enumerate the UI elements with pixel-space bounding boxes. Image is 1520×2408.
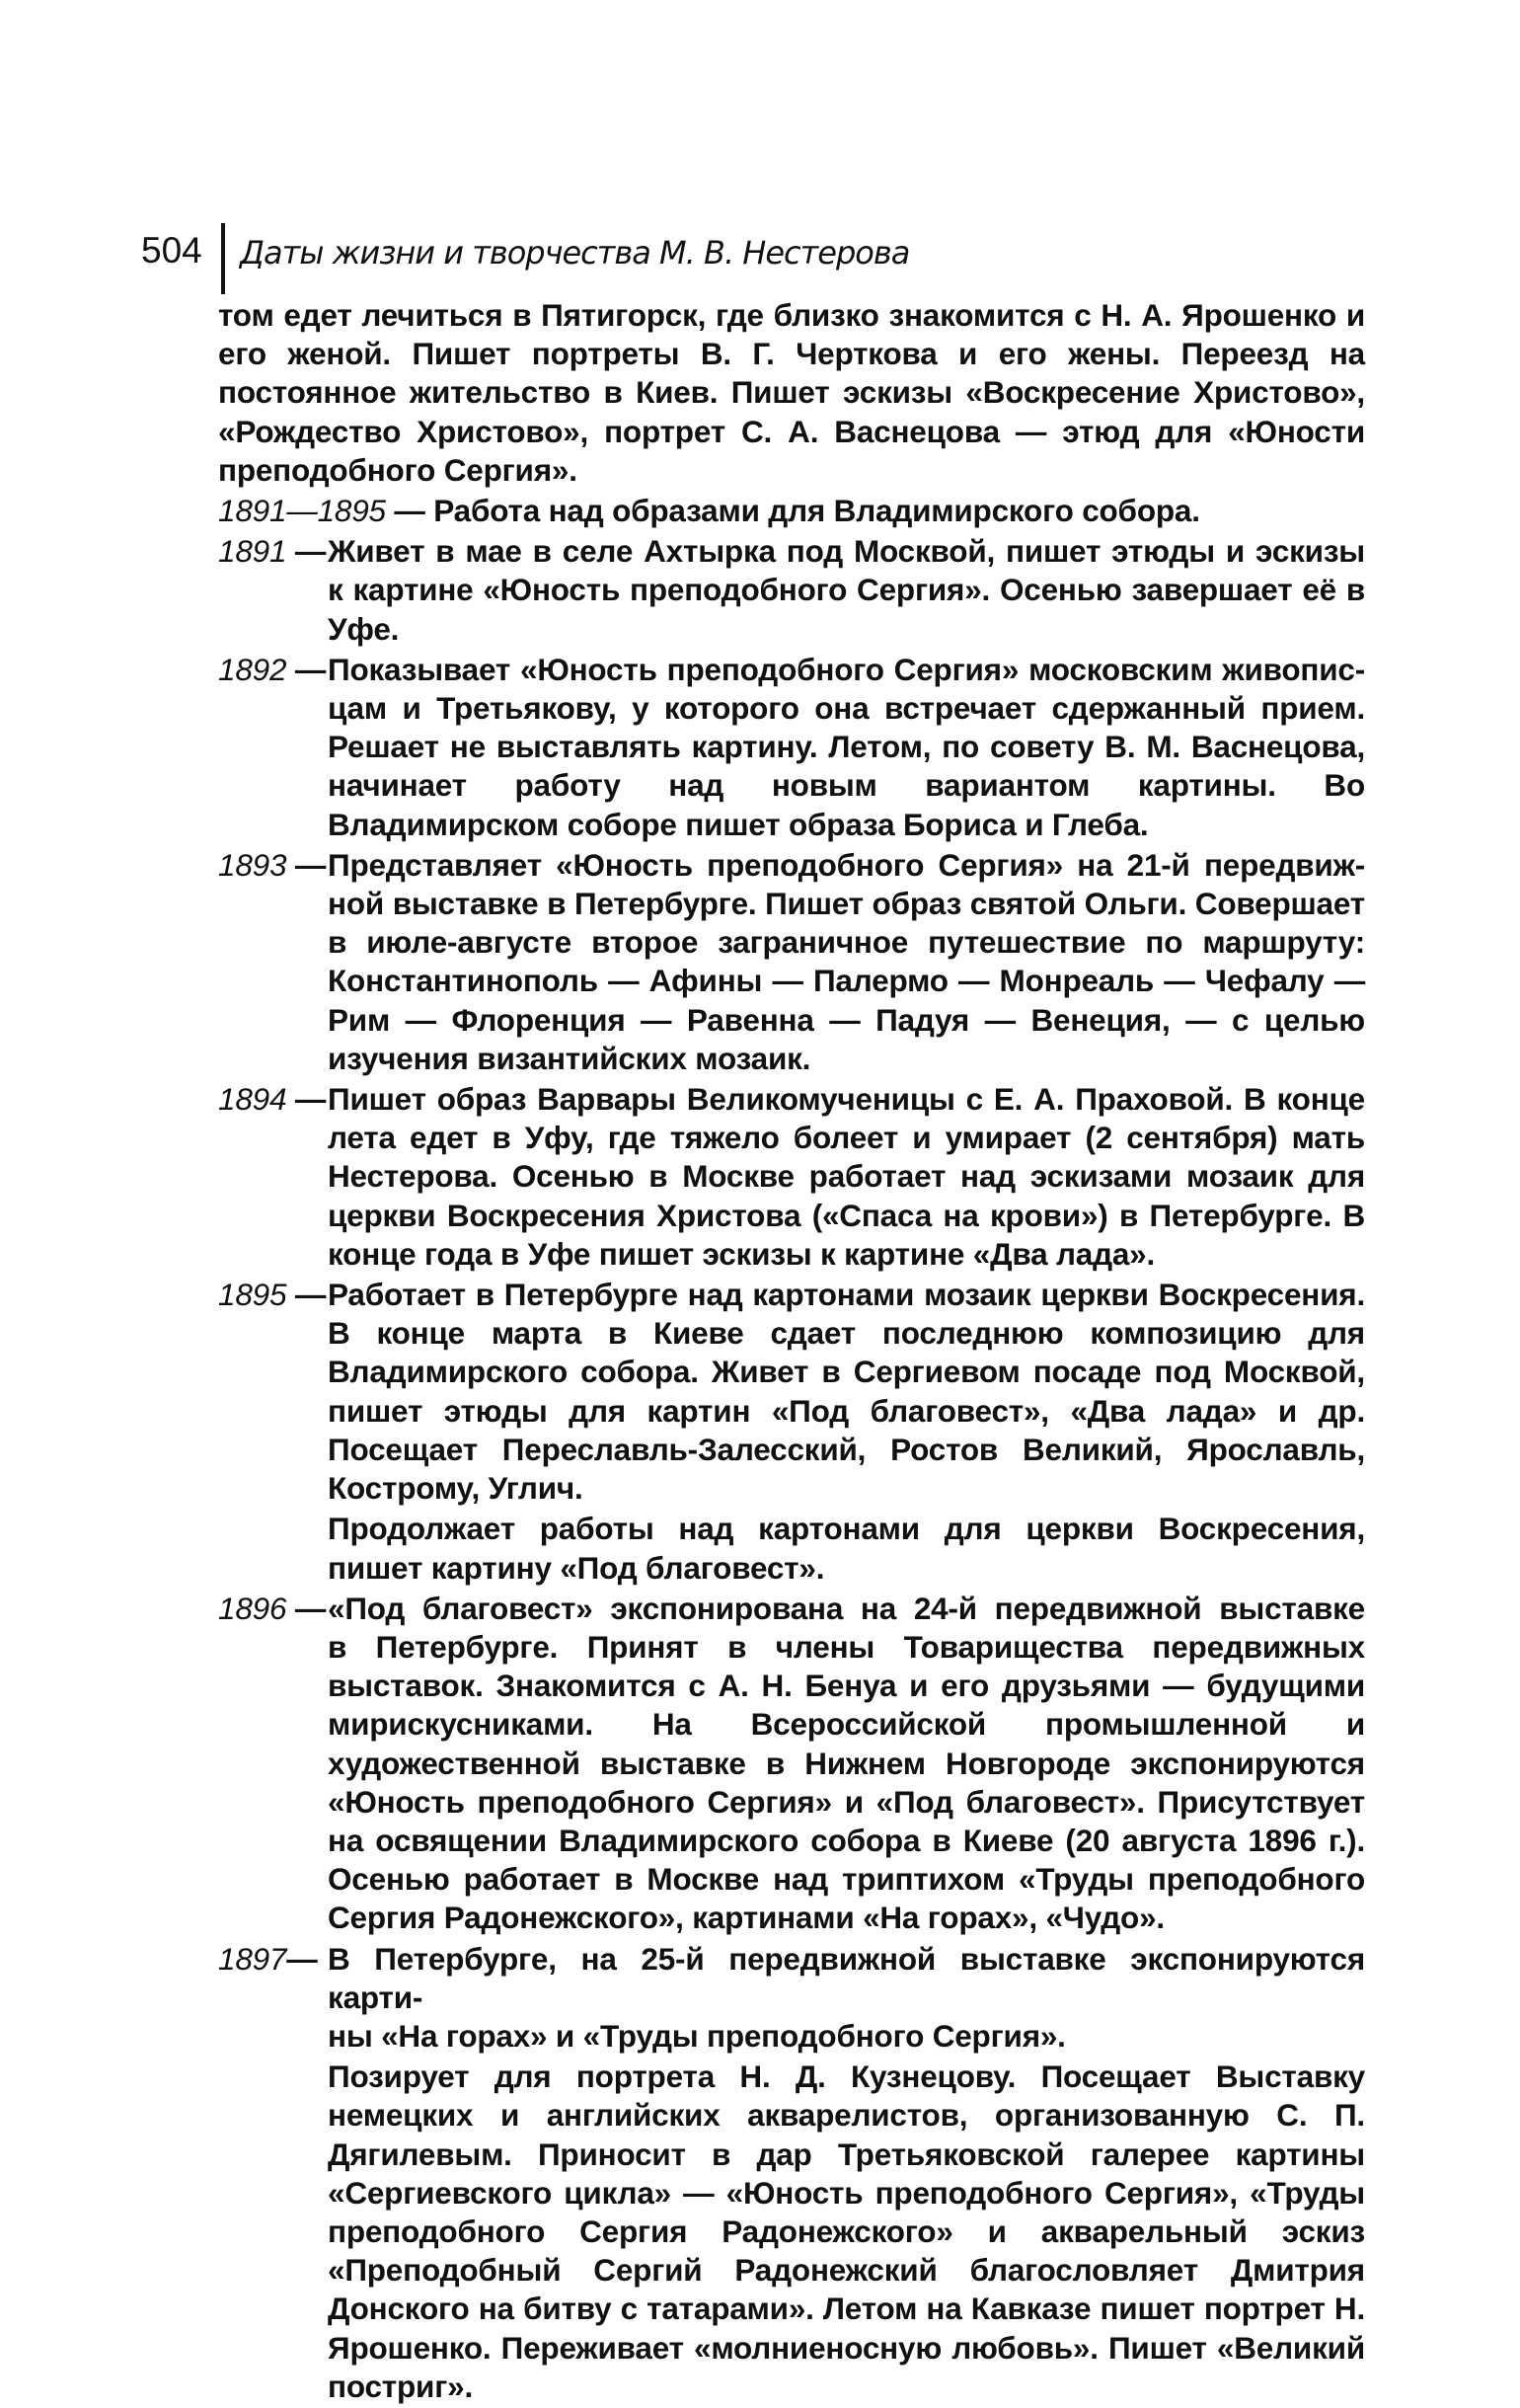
page-number: 504 [141,230,202,271]
entry-label [218,1080,326,1119]
entry-dash: — [286,1590,327,1626]
entry-continuation: Позирует для портрета Н. Д. Кузнецову. Посещает Выставку немецких и английских акварелистов, организованную С. П. Дягилевым. Приносит в дар Третьяковской галерее картины «Сергиевского цикла» — «Юность преподобного Сергия», «Труды преподобного Сергия Радонежского» и акварельный эскиз «Преподобный Сергий Радонежский благословляет Дмитрия Донского на битву с татарами». Летом на Кавказе пишет портрет Н. Ярошенко. Переживает «молниеносную любовь». Пишет «Великий постриг». [328,2058,1365,2404]
entry-body [218,492,1365,530]
entry-text: цам и Третьякову, у которого она встречает сдержанный прием. Решает не выставлять картину. Летом, по совету В. М. Васнецова, начинает работу над новым вариантом картины. Во Владимирском соборе пишет образа Бориса и Глеба. [328,690,1365,842]
chronology-entry-1896 [218,1590,1365,1938]
entry-text: ной выставке в Петербурге. Пишет образ святой Ольги. Совершает в июле-августе второе заграничное путешествие по маршруту: Константинополь — Афины — Палермо — Монреаль — Чефалу — Рим — Флоренция — Равенна — Падуя — Венеция, — с целью изучения византийских мозаик. [328,886,1365,1076]
entry-first-line: «Под благовест» экспонирована на 24-й передвижной выставке [328,1590,1365,1626]
chronology-text [218,296,1365,2408]
entry-label [218,651,326,689]
entry-first-line: В Петербурге, на 25-й передвижной выставке экспонируются карти- [328,1940,1365,2015]
entry-text: В конце марта в Киеве сдает последнюю композицию для Владимирского собора. Живет в Сергиевом посаде под Москвой, пишет этюды для картин «Под благовест», «Два лада» и др. Посещает Переславль-Залесский, Ростов Великий, Ярославль, Кострому, Углич. [328,1315,1365,1507]
entry-body [218,846,1365,1078]
chronology-entry-1894 [218,1080,1365,1274]
entry-first-line: Представляет «Юность преподобного Сергия» на 21-й передвиж- [328,846,1365,883]
entry-text: ны «На горах» и «Труды преподобного Сергия». [328,2017,1066,2054]
entry-text: к картине «Юность преподобного Сергия». Осенью завершает её в Уфе. [328,572,1365,647]
entry-body [218,532,1365,649]
entry-label [218,1590,326,1628]
entry-first-line: Работает в Петербурге над картонами мозаик церкви Воскресения. [328,1277,1365,1313]
entry-label [218,1940,318,1979]
entry-first-line: Пишет образ Варвары Великомученицы с Е. А. Праховой. В конце [328,1081,1365,1118]
chronology-entry-1893 [218,846,1365,1078]
entry-dash: — [286,1277,327,1313]
entry-body [218,1590,1365,1938]
entry-continuation: Продолжает работы над картонами для церкви Воскресения, пишет картину «Под благовест». [328,1511,1365,1586]
entry-dash: — [286,1940,318,1977]
entry-first-line [218,492,1365,530]
entry-body [218,651,1365,844]
entry-label [218,1276,326,1314]
entry-year: 1894 [218,1081,287,1118]
entry-year: 1892 [218,651,287,687]
chronology-entry-1897 [218,1940,1365,2057]
entry-year: 1897 [218,1940,287,1977]
entry-dash: — [286,533,327,570]
chronology-entry-1891-1895 [218,492,1365,530]
entry-label [218,846,326,885]
entry-first-line: Живет в мае в селе Ахтырка под Москвой, пишет этюды и эскизы [328,533,1365,570]
chronology-entry-1892 [218,651,1365,844]
entry-dash: — [385,493,434,529]
entry-body [218,1080,1365,1274]
entry-year: 1896 [218,1590,287,1626]
chronology-entry-1895 [218,1276,1365,1508]
entry-year: 1893 [218,846,287,883]
entry-label [218,532,326,571]
entry-first-line: Показывает «Юность преподобного Сергия» московским живопис- [328,651,1365,687]
running-title: Даты жизни и творчества М. В. Нестерова [240,234,910,272]
header-divider [221,223,225,294]
entry-text: в Петербурге. Принят в члены Товарищества передвижных выставок. Знакомится с А. Н. Бенуа и его друзьями — будущими мирискусниками. На Всероссийской промышленной и художественной выставке в Нижнем Новгороде экспонируются «Юность преподобного Сергия» и «Под благовест». Присутствует на освящении Владимирского собора в Киеве (20 августа 1896 г.). Осенью работает в Москве над триптихом «Труды преподобного Сергия Радонежского», картинами «На горах», «Чудо». [328,1628,1365,1936]
entry-text: Работа над образами для Владимирского собора. [433,493,1200,529]
intro-paragraph: том едет лечиться в Пятигорск, где близко знакомится с Н. А. Ярошенко и его женой. Пишет портреты В. Г. Черткова и его жены. Переезд на постоянное жительство в Киев. Пишет эскизы «Воскресение Христово», «Рождество Христово», портрет С. А. Васнецова — этюд для «Юности преподобного Сергия». [218,297,1365,488]
chronology-entry-1891 [218,532,1365,649]
entry-dash: — [286,1081,327,1118]
entry-dash: — [286,651,327,687]
entry-body [218,1276,1365,1508]
entry-dash: — [286,846,327,883]
entry-year: 1891—1895 [218,493,386,529]
entry-year: 1891 [218,533,287,570]
entry-body [218,1940,1365,2057]
entry-text: лета едет в Уфу, где тяжело болеет и умирает (2 сентября) мать Нестерова. Осенью в Москве работает над эскизами мозаик для церкви Воскресения Христова («Спаса на крови») в Петербурге. В конце года в Уфе пишет эскизы к картине «Два лада». [328,1120,1365,1272]
entry-year: 1895 [218,1277,287,1313]
